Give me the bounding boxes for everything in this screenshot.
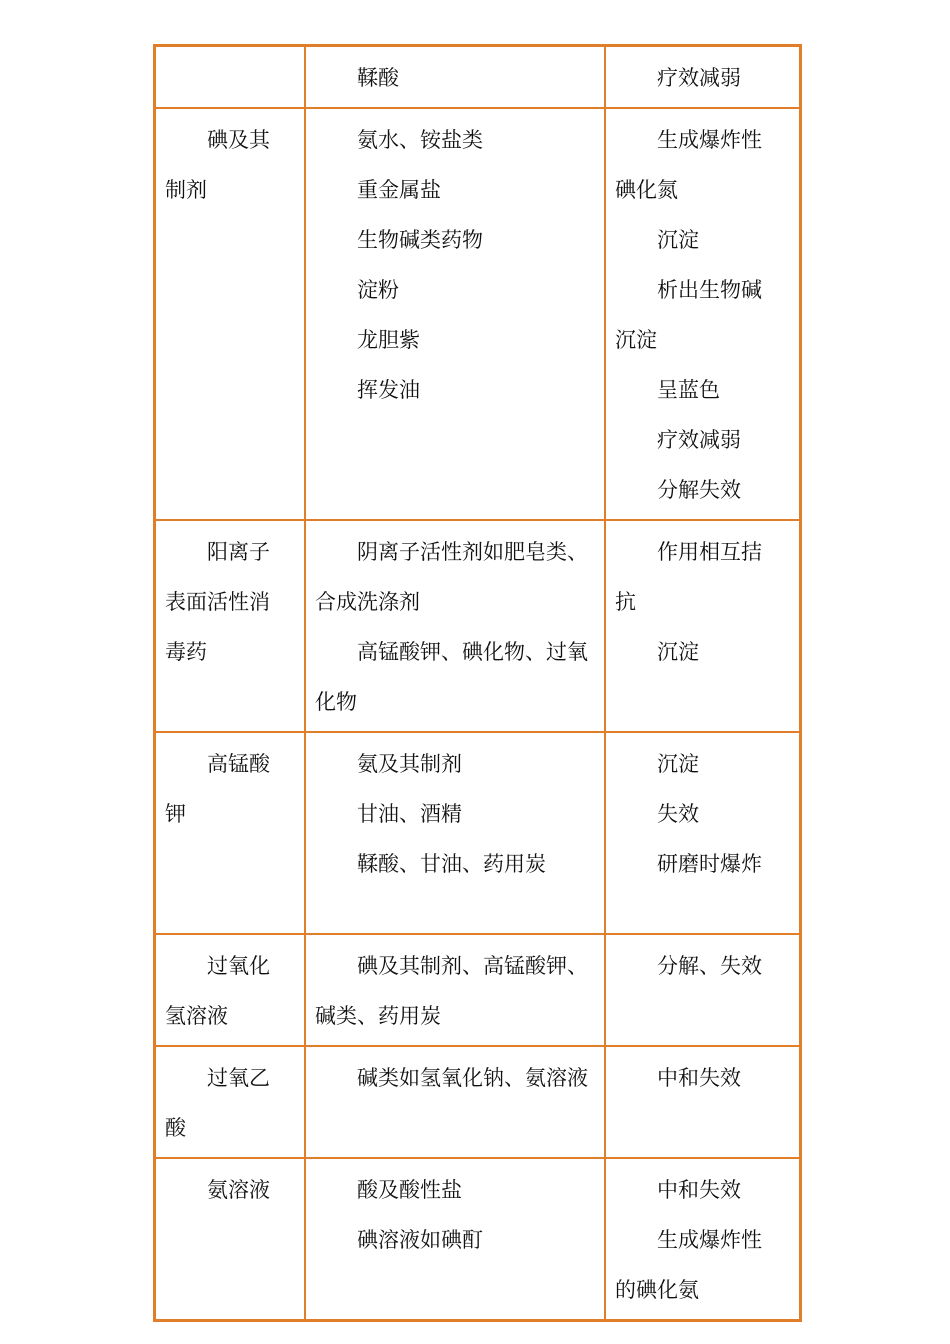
cell-text: 过氧乙 (207, 1066, 270, 1090)
cell-text: 淀粉 (357, 278, 399, 302)
drug-cell (155, 46, 306, 109)
incompatible-cell (305, 520, 605, 732)
cell-text: 疗效减弱 (657, 66, 741, 90)
cell-text: 疗效减弱 (657, 428, 741, 452)
cell-text: 合成洗涤剂 (315, 590, 420, 614)
drug-cell (155, 108, 306, 520)
drug-cell (155, 1046, 306, 1158)
cell-text: 氨水、铵盐类 (357, 128, 483, 152)
result-cell (605, 520, 801, 732)
cell-text: 沉淀 (657, 640, 699, 664)
result-cell (605, 732, 801, 934)
cell-text: 化物 (315, 690, 357, 714)
cell-text: 甘油、酒精 (357, 802, 462, 826)
table-row (155, 520, 801, 732)
cell-text: 氨及其制剂 (357, 752, 462, 776)
result-cell (605, 1046, 801, 1158)
result-cell (605, 934, 801, 1046)
cell-text: 失效 (657, 802, 699, 826)
incompatible-cell (305, 46, 605, 109)
cell-text: 氢溶液 (165, 1004, 228, 1028)
incompatible-cell (305, 934, 605, 1046)
cell-text: 龙胆紫 (357, 328, 420, 352)
result-cell (605, 1158, 801, 1321)
table-row (155, 1046, 801, 1158)
incompatibility-table (153, 44, 802, 1322)
table-row (155, 934, 801, 1046)
cell-text: 中和失效 (657, 1066, 741, 1090)
cell-text: 高锰酸钾、碘化物、过氧 (357, 640, 588, 664)
cell-text: 分解失效 (657, 478, 741, 502)
cell-text: 阴离子活性剂如肥皂类、 (357, 540, 588, 564)
table-row (155, 1158, 801, 1321)
incompatible-cell (305, 1046, 605, 1158)
incompatible-cell (305, 1158, 605, 1321)
cell-text: 呈蓝色 (657, 378, 720, 402)
cell-text: 中和失效 (657, 1178, 741, 1202)
cell-text: 钾 (165, 802, 186, 826)
cell-text: 的碘化氨 (615, 1278, 699, 1302)
cell-text: 生成爆炸性 (657, 1228, 762, 1252)
cell-text: 过氧化 (207, 954, 270, 978)
result-cell (605, 108, 801, 520)
cell-text: 抗 (615, 590, 636, 614)
incompatible-cell (305, 108, 605, 520)
cell-text: 分解、失效 (657, 954, 762, 978)
cell-text: 挥发油 (357, 378, 420, 402)
cell-text: 高锰酸 (207, 752, 270, 776)
cell-text: 沉淀 (657, 752, 699, 776)
cell-text: 氨溶液 (207, 1178, 270, 1202)
cell-text: 沉淀 (657, 228, 699, 252)
cell-text: 研磨时爆炸 (657, 852, 762, 876)
cell-text: 碘及其制剂、高锰酸钾、 (357, 954, 588, 978)
cell-text: 生成爆炸性 (657, 128, 762, 152)
cell-text: 碘溶液如碘酊 (357, 1228, 483, 1252)
cell-text: 酸 (165, 1116, 186, 1140)
drug-cell (155, 732, 306, 934)
cell-text: 碘化氮 (615, 178, 678, 202)
table-row (155, 732, 801, 934)
cell-text: 制剂 (165, 178, 207, 202)
table-row (155, 108, 801, 520)
cell-text: 析出生物碱 (657, 278, 762, 302)
cell-text: 碱类、药用炭 (315, 1004, 441, 1028)
cell-text: 生物碱类药物 (357, 228, 483, 252)
table-row (155, 46, 801, 109)
drug-cell (155, 934, 306, 1046)
drug-cell (155, 1158, 306, 1321)
cell-text: 毒药 (165, 640, 207, 664)
cell-text: 鞣酸 (357, 66, 399, 90)
cell-text: 沉淀 (615, 328, 657, 352)
cell-text: 作用相互拮 (657, 540, 762, 564)
cell-text: 鞣酸、甘油、药用炭 (357, 852, 546, 876)
incompatible-cell (305, 732, 605, 934)
cell-text: 阳离子 (207, 540, 270, 564)
result-cell (605, 46, 801, 109)
cell-text: 碱类如氢氧化钠、氨溶液 (357, 1066, 588, 1090)
drug-cell (155, 520, 306, 732)
cell-text: 重金属盐 (357, 178, 441, 202)
cell-text: 碘及其 (207, 128, 270, 152)
cell-text: 表面活性消 (165, 590, 270, 614)
cell-text: 酸及酸性盐 (357, 1178, 462, 1202)
